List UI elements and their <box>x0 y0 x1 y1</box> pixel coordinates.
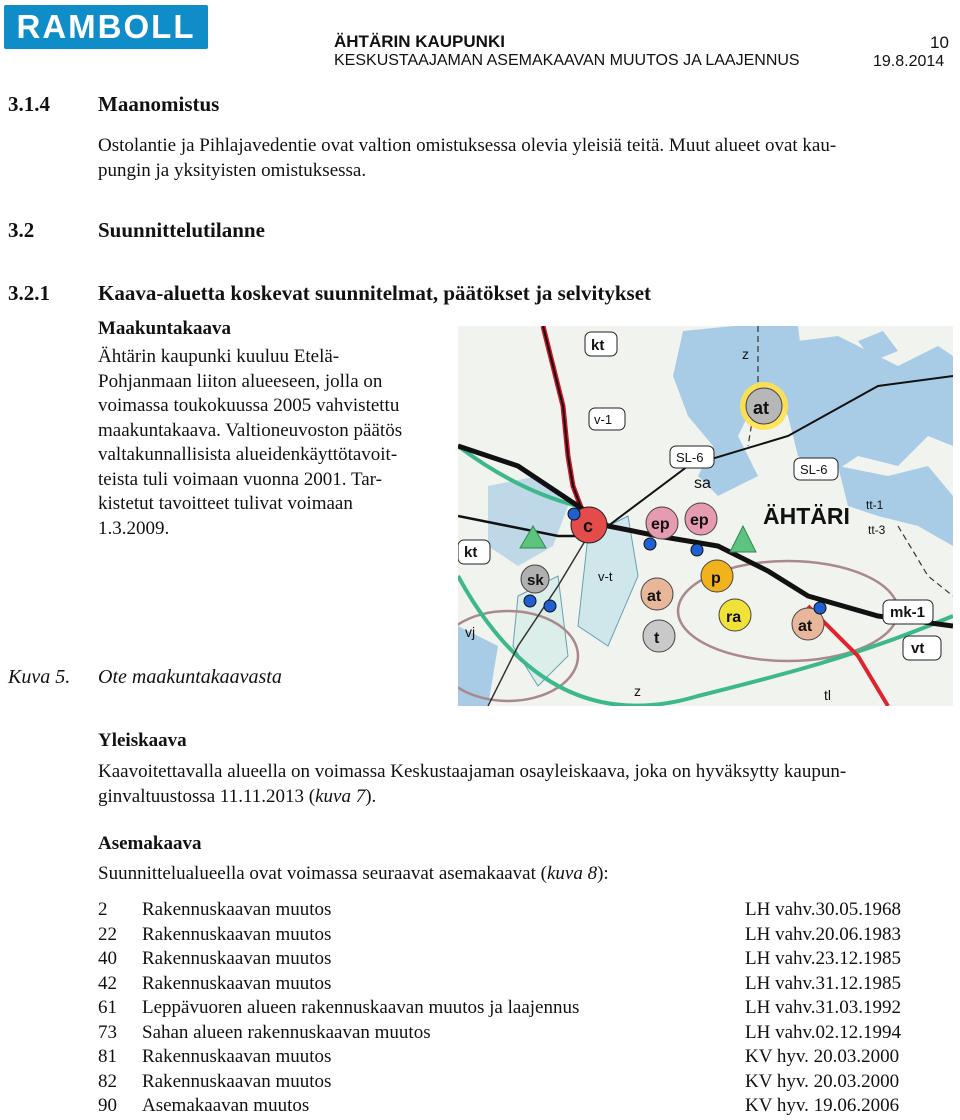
map-label: kt <box>464 544 478 561</box>
map-label: z <box>634 683 641 699</box>
page-number: 10 <box>930 33 949 52</box>
plan-row <box>98 1095 928 1120</box>
subheading-yleiskaava: Yleiskaava <box>98 730 187 751</box>
text-line: voimassa toukokuussa 2005 vahvistettu <box>98 395 400 416</box>
plan-row <box>98 948 928 973</box>
text-line: Kaavoitettavalla alueella on voimassa Keskustaajaman osayleiskaava, joka on hyväksytty kaupun- <box>98 761 847 782</box>
paragraph-maakuntakaava <box>98 345 441 541</box>
plan-status: LH vahv.30.05.1968 <box>745 899 902 920</box>
plan-number: 82 <box>98 1070 117 1092</box>
section-title: Kaava-aluetta koskevat suunnitelmat, päätökset ja selvitykset <box>98 281 652 305</box>
ramboll-logo: RAMBOLL <box>16 8 196 45</box>
paragraph-maanomistus <box>98 133 950 183</box>
plan-name: Rakennuskaavan muutos <box>142 1070 332 1092</box>
text-line: Pohjanmaan liiton alueeseen, jolla on <box>98 370 383 392</box>
header-city: ÄHTÄRIN KAUPUNKI <box>334 32 505 51</box>
map-label: SL-6 <box>676 450 704 465</box>
plan-list <box>98 899 928 1120</box>
section-number: 3.2.1 <box>8 281 50 305</box>
plan-name: Rakennuskaavan muutos <box>142 923 332 945</box>
plan-number: 90 <box>98 1095 117 1116</box>
map-label: at <box>753 398 770 418</box>
plan-status: KV hyv. 20.03.2000 <box>745 1046 900 1067</box>
paragraph-yleiskaava <box>98 759 950 809</box>
text-segment: ginvaltuustossa 11.11.2013 ( <box>98 786 316 807</box>
map-label: tt-3 <box>868 523 886 537</box>
paragraph-asemakaava <box>98 861 609 886</box>
map-label: p <box>711 570 721 587</box>
map-label: z <box>742 346 749 362</box>
map-label: sa <box>694 475 711 492</box>
map-label: vt <box>911 640 925 657</box>
plan-number: 81 <box>98 1046 117 1067</box>
map-label: kt <box>591 337 605 354</box>
plan-number: 40 <box>98 948 117 969</box>
text-line: pungin ja yksityisten omistuksessa. <box>98 160 367 181</box>
subheading-asemakaava: Asemakaava <box>98 833 202 854</box>
map-label: SL-6 <box>800 462 828 477</box>
plan-name: Rakennuskaavan muutos <box>142 972 332 994</box>
map-label: v-t <box>598 569 613 584</box>
plan-row <box>98 997 928 1022</box>
map-label: ep <box>690 512 709 529</box>
plan-status: LH vahv.02.12.1994 <box>745 1021 902 1043</box>
plan-name: Asemakaavan muutos <box>142 1095 310 1116</box>
plan-number: 42 <box>98 972 117 994</box>
section-number: 3.1.4 <box>8 92 50 116</box>
plan-name: Rakennuskaavan muutos <box>142 948 332 969</box>
map-label: sk <box>527 572 544 589</box>
header-plan-title: KESKUSTAAJAMAN ASEMAKAAVAN MUUTOS JA LAAJENNUS <box>334 52 800 69</box>
plan-status: LH vahv.31.12.1985 <box>745 972 902 994</box>
plan-status: LH vahv.31.03.1992 <box>745 997 902 1018</box>
text-line: teista tuli voimaan vuonna 2001. Tar- <box>98 468 382 490</box>
map-label: ÄHTÄRI <box>763 503 850 529</box>
section-title: Suunnittelutilanne <box>98 218 265 242</box>
figure-reference: kuva 7 <box>315 786 366 807</box>
plan-row <box>98 1046 928 1071</box>
plan-status: KV hyv. 19.06.2006 <box>745 1095 900 1116</box>
plan-number: 2 <box>98 899 108 920</box>
text-line: maakuntakaava. Valtioneuvoston päätös <box>98 419 403 441</box>
text-line: valtakunnallisista alueidenkäyttötavoit- <box>98 444 398 465</box>
plan-name: Leppävuoren alueen rakennuskaavan muutos ja laajennus <box>142 997 580 1018</box>
regional-plan-map <box>458 326 953 706</box>
text-segment: ). <box>365 786 377 807</box>
plan-name: Rakennuskaavan muutos <box>142 1046 332 1067</box>
subheading-maakuntakaava: Maakuntakaava <box>98 318 232 339</box>
map-label: ra <box>726 609 742 626</box>
text-line: 1.3.2009. <box>98 517 170 539</box>
figure-label: Kuva 5. <box>8 666 71 688</box>
text-segment: Suunnittelualueella ovat voimassa seuraavat asemakaavat ( <box>98 863 547 884</box>
plan-name: Rakennuskaavan muutos <box>142 899 332 920</box>
text-line <box>98 784 950 809</box>
map-label: v-1 <box>594 412 613 427</box>
plan-name: Sahan alueen rakennuskaavan muutos <box>142 1021 431 1043</box>
map-label: ep <box>651 516 670 533</box>
text-line: Ostolantie ja Pihlajavedentie ovat valtion omistuksessa olevia yleisiä teitä. Muut alueet ovat kau- <box>98 135 837 156</box>
map-label: c <box>583 516 594 536</box>
plan-row <box>98 1022 928 1047</box>
text-line: kistetut tavoitteet tulivat voimaan <box>98 493 353 514</box>
plan-row <box>98 973 928 998</box>
plan-number: 73 <box>98 1021 117 1043</box>
header-date: 19.8.2014 <box>873 53 945 70</box>
plan-status: KV hyv. 20.03.2000 <box>745 1070 900 1092</box>
map-label: t <box>654 630 660 647</box>
map-label: at <box>798 618 813 635</box>
map-label: at <box>647 588 662 605</box>
figure-caption: Ote maakuntakaavasta <box>98 666 282 688</box>
plan-row <box>98 1071 928 1096</box>
section-number: 3.2 <box>8 218 35 242</box>
plan-status: LH vahv.23.12.1985 <box>745 948 902 969</box>
text-segment: ): <box>597 863 609 884</box>
plan-status: LH vahv.20.06.1983 <box>745 923 902 945</box>
map-label: vj <box>465 624 476 640</box>
map-label: mk-1 <box>890 604 926 621</box>
map-label: tl <box>824 687 831 703</box>
figure-reference: kuva 8 <box>546 863 598 884</box>
plan-number: 61 <box>98 997 117 1018</box>
plan-row <box>98 899 928 924</box>
plan-number: 22 <box>98 923 117 945</box>
text-line: Ähtärin kaupunki kuuluu Etelä- <box>98 346 340 367</box>
section-title: Maanomistus <box>98 92 220 116</box>
map-label: tt-1 <box>866 498 884 512</box>
plan-row <box>98 924 928 949</box>
